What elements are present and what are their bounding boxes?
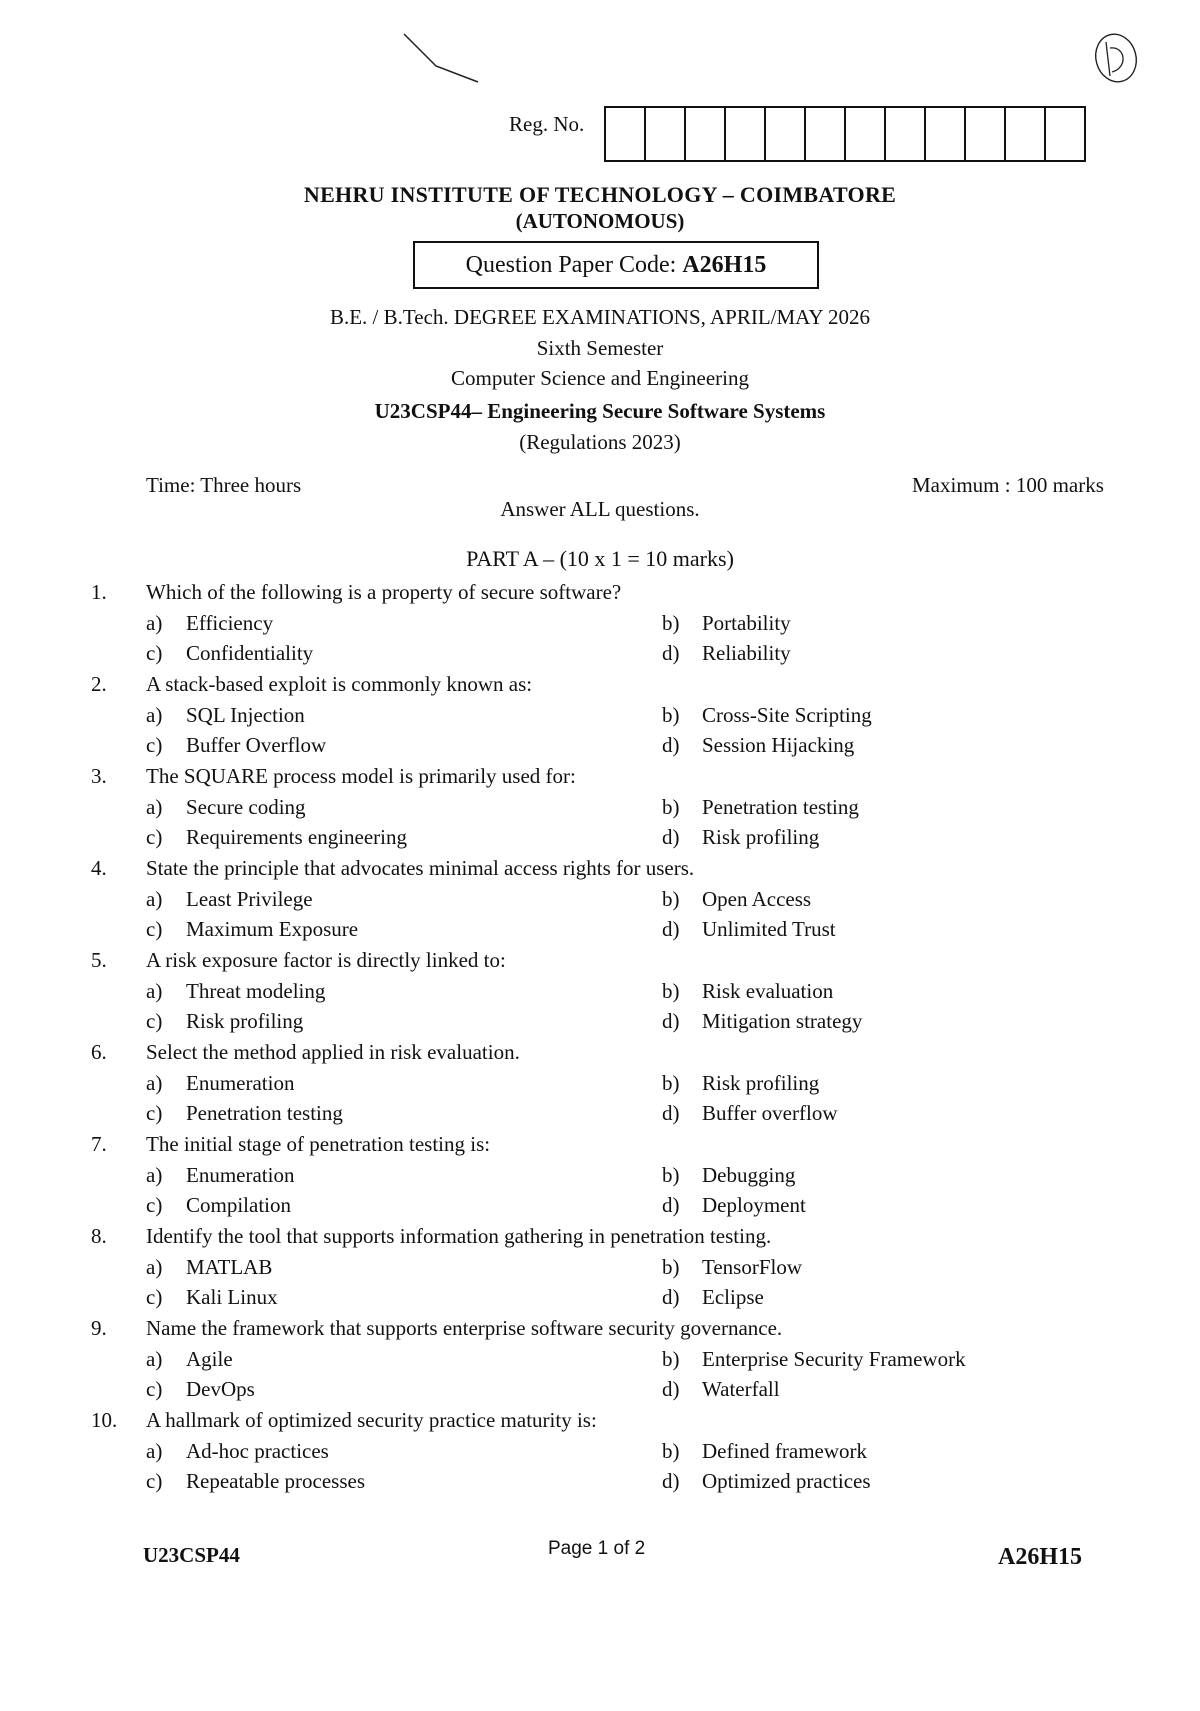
option-text: Optimized practices bbox=[702, 1469, 871, 1493]
option-letter: a) bbox=[146, 979, 163, 1003]
regulations: (Regulations 2023) bbox=[519, 430, 681, 454]
option-text: SQL Injection bbox=[186, 703, 305, 727]
option-letter: b) bbox=[662, 611, 680, 635]
option-text: Session Hijacking bbox=[702, 733, 855, 757]
answer-option bbox=[146, 703, 305, 728]
question-text: Which of the following is a property of secure software? bbox=[146, 580, 622, 604]
answer-option bbox=[146, 795, 306, 820]
question-number: 8. bbox=[91, 1224, 107, 1248]
reg-no-digit-box[interactable] bbox=[1004, 108, 1044, 160]
option-text: Debugging bbox=[702, 1163, 796, 1187]
answer-option bbox=[146, 917, 358, 942]
option-text: MATLAB bbox=[186, 1255, 273, 1279]
option-letter: b) bbox=[662, 1163, 680, 1187]
option-text: Risk profiling bbox=[702, 825, 820, 849]
answer-option bbox=[146, 1193, 291, 1218]
reg-no-digit-box[interactable] bbox=[644, 108, 684, 160]
institution-status: (AUTONOMOUS) bbox=[515, 209, 685, 233]
option-text: Maximum Exposure bbox=[186, 917, 359, 941]
footer-course-code: U23CSP44 bbox=[143, 1543, 240, 1567]
question-text: Select the method applied in risk evaluation. bbox=[146, 1040, 520, 1064]
answer-option bbox=[662, 1439, 867, 1464]
answer-option bbox=[146, 1009, 303, 1034]
option-letter: d) bbox=[662, 1285, 680, 1309]
reg-no-digit-box[interactable] bbox=[604, 108, 644, 160]
answer-option bbox=[662, 887, 811, 912]
option-letter: d) bbox=[662, 733, 680, 757]
answer-option bbox=[146, 641, 313, 666]
reg-no-digit-box[interactable] bbox=[804, 108, 844, 160]
answer-option bbox=[662, 1255, 802, 1280]
answer-option bbox=[662, 979, 833, 1004]
course-title: U23CSP44– Engineering Secure Software Systems bbox=[374, 399, 826, 423]
option-text: Agile bbox=[186, 1347, 233, 1371]
question-text: Name the framework that supports enterprise software security governance. bbox=[146, 1316, 783, 1340]
option-text: TensorFlow bbox=[702, 1255, 803, 1279]
option-letter: b) bbox=[662, 979, 680, 1003]
handwritten-mark bbox=[1086, 28, 1150, 92]
option-letter: a) bbox=[146, 611, 163, 635]
answer-option bbox=[662, 825, 819, 850]
answer-option bbox=[662, 611, 791, 636]
option-letter: d) bbox=[662, 1469, 680, 1493]
answer-option bbox=[662, 1285, 764, 1310]
option-letter: c) bbox=[146, 917, 163, 941]
answer-option bbox=[662, 703, 872, 728]
answer-option bbox=[662, 1101, 838, 1126]
answer-option bbox=[146, 979, 325, 1004]
question-number: 4. bbox=[91, 856, 107, 880]
question-item bbox=[0, 764, 1200, 856]
question-text: The initial stage of penetration testing is: bbox=[146, 1132, 491, 1156]
question-number: 7. bbox=[91, 1132, 107, 1156]
option-letter: d) bbox=[662, 641, 680, 665]
reg-no-digit-box[interactable] bbox=[724, 108, 764, 160]
option-letter: c) bbox=[146, 825, 163, 849]
question-number: 5. bbox=[91, 948, 107, 972]
option-letter: c) bbox=[146, 733, 163, 757]
answer-option bbox=[146, 733, 326, 758]
question-item bbox=[0, 856, 1200, 948]
option-letter: d) bbox=[662, 1193, 680, 1217]
option-letter: a) bbox=[146, 887, 163, 911]
option-letter: a) bbox=[146, 703, 163, 727]
option-text: Deployment bbox=[702, 1193, 806, 1217]
option-text: Penetration testing bbox=[186, 1101, 343, 1125]
question-item bbox=[0, 1316, 1200, 1408]
question-number: 10. bbox=[91, 1408, 118, 1432]
option-letter: d) bbox=[662, 825, 680, 849]
qp-code-value: A26H15 bbox=[682, 252, 767, 278]
option-letter: c) bbox=[146, 641, 163, 665]
answer-option bbox=[662, 641, 791, 666]
page-number: Page 1 of 2 bbox=[548, 1538, 646, 1559]
question-text: A risk exposure factor is directly linked to: bbox=[146, 948, 506, 972]
option-letter: a) bbox=[146, 1071, 163, 1095]
question-item bbox=[0, 1132, 1200, 1224]
reg-no-digit-box[interactable] bbox=[844, 108, 884, 160]
exam-duration: Time: Three hours bbox=[146, 473, 302, 497]
qp-code-label: Question Paper Code: bbox=[465, 252, 683, 278]
answer-option bbox=[146, 1285, 278, 1310]
option-text: Mitigation strategy bbox=[702, 1009, 863, 1033]
footer-paper-code: A26H15 bbox=[998, 1544, 1082, 1570]
option-text: Secure coding bbox=[186, 795, 306, 819]
option-text: Least Privilege bbox=[186, 887, 313, 911]
option-text: Buffer overflow bbox=[702, 1101, 838, 1125]
option-letter: b) bbox=[662, 1347, 680, 1371]
question-text: State the principle that advocates minimal access rights for users. bbox=[146, 856, 695, 880]
answer-option bbox=[662, 1469, 871, 1494]
answer-option bbox=[662, 1009, 862, 1034]
question-item bbox=[0, 580, 1200, 672]
question-item bbox=[0, 1224, 1200, 1316]
question-item bbox=[0, 1040, 1200, 1132]
option-text: Risk profiling bbox=[702, 1071, 820, 1095]
option-text: Open Access bbox=[702, 887, 812, 911]
option-text: Enterprise Security Framework bbox=[702, 1347, 966, 1371]
option-letter: b) bbox=[662, 887, 680, 911]
question-paper-code-box bbox=[413, 241, 819, 289]
semester: Sixth Semester bbox=[536, 336, 664, 360]
reg-no-digit-box[interactable] bbox=[684, 108, 724, 160]
option-text: Risk profiling bbox=[186, 1009, 304, 1033]
answer-option bbox=[146, 1255, 272, 1280]
question-text: A stack-based exploit is commonly known as: bbox=[146, 672, 533, 696]
option-text: Threat modeling bbox=[186, 979, 326, 1003]
answer-option bbox=[662, 733, 854, 758]
option-text: DevOps bbox=[186, 1377, 255, 1401]
reg-no-digit-box[interactable] bbox=[924, 108, 964, 160]
option-letter: d) bbox=[662, 1101, 680, 1125]
answer-option bbox=[146, 1163, 294, 1188]
option-text: Efficiency bbox=[186, 611, 274, 635]
option-letter: a) bbox=[146, 795, 163, 819]
answer-option bbox=[146, 887, 313, 912]
option-text: Repeatable processes bbox=[186, 1469, 366, 1493]
option-text: Risk evaluation bbox=[702, 979, 834, 1003]
max-marks: Maximum : 100 marks bbox=[912, 473, 1104, 497]
option-letter: d) bbox=[662, 1377, 680, 1401]
option-letter: a) bbox=[146, 1347, 163, 1371]
question-item bbox=[0, 672, 1200, 764]
option-text: Compilation bbox=[186, 1193, 291, 1217]
option-letter: c) bbox=[146, 1101, 163, 1125]
option-letter: c) bbox=[146, 1009, 163, 1033]
exam-title: B.E. / B.Tech. DEGREE EXAMINATIONS, APRIL/MAY 2026 bbox=[329, 305, 871, 329]
option-letter: b) bbox=[662, 1255, 680, 1279]
instruction: Answer ALL questions. bbox=[500, 497, 700, 521]
answer-option bbox=[146, 1101, 343, 1126]
option-text: Eclipse bbox=[702, 1285, 764, 1309]
question-number: 2. bbox=[91, 672, 107, 696]
option-text: Portability bbox=[702, 611, 791, 635]
option-text: Defined framework bbox=[702, 1439, 868, 1463]
option-text: Reliability bbox=[702, 641, 791, 665]
option-letter: d) bbox=[662, 1009, 680, 1033]
question-text: The SQUARE process model is primarily used for: bbox=[146, 764, 576, 788]
department: Computer Science and Engineering bbox=[451, 366, 749, 390]
question-number: 9. bbox=[91, 1316, 107, 1340]
option-letter: b) bbox=[662, 1071, 680, 1095]
option-letter: a) bbox=[146, 1255, 163, 1279]
option-text: Cross-Site Scripting bbox=[702, 703, 872, 727]
answer-option bbox=[662, 795, 859, 820]
option-letter: d) bbox=[662, 917, 680, 941]
option-letter: c) bbox=[146, 1193, 163, 1217]
question-number: 6. bbox=[91, 1040, 107, 1064]
answer-option bbox=[146, 1439, 329, 1464]
answer-option bbox=[662, 917, 836, 942]
option-text: Confidentiality bbox=[186, 641, 314, 665]
reg-no-digit-box[interactable] bbox=[1044, 108, 1084, 160]
question-number: 1. bbox=[91, 580, 107, 604]
answer-option bbox=[662, 1377, 780, 1402]
question-item bbox=[0, 948, 1200, 1040]
option-text: Enumeration bbox=[186, 1163, 295, 1187]
answer-option bbox=[146, 1347, 233, 1372]
option-letter: c) bbox=[146, 1285, 163, 1309]
option-text: Buffer Overflow bbox=[186, 733, 327, 757]
scan-mark bbox=[400, 30, 490, 86]
answer-option bbox=[146, 1377, 255, 1402]
part-a-heading: PART A – (10 x 1 = 10 marks) bbox=[466, 546, 734, 571]
option-letter: b) bbox=[662, 703, 680, 727]
answer-option bbox=[662, 1071, 819, 1096]
option-letter: b) bbox=[662, 1439, 680, 1463]
option-letter: a) bbox=[146, 1163, 163, 1187]
reg-no-label: Reg. No. bbox=[509, 112, 585, 136]
answer-option bbox=[662, 1193, 806, 1218]
option-text: Unlimited Trust bbox=[702, 917, 836, 941]
option-text: Requirements engineering bbox=[186, 825, 408, 849]
option-text: Ad-hoc practices bbox=[186, 1439, 329, 1463]
answer-option bbox=[662, 1163, 795, 1188]
answer-option bbox=[146, 1469, 365, 1494]
option-text: Enumeration bbox=[186, 1071, 295, 1095]
reg-no-digit-box[interactable] bbox=[764, 108, 804, 160]
question-list bbox=[0, 580, 1200, 1500]
question-number: 3. bbox=[91, 764, 107, 788]
option-letter: c) bbox=[146, 1377, 163, 1401]
question-item bbox=[0, 1408, 1200, 1500]
reg-no-digit-box[interactable] bbox=[964, 108, 1004, 160]
answer-option bbox=[146, 825, 407, 850]
option-text: Kali Linux bbox=[186, 1285, 278, 1309]
option-letter: c) bbox=[146, 1469, 163, 1493]
option-text: Waterfall bbox=[702, 1377, 780, 1401]
answer-option bbox=[662, 1347, 966, 1372]
institution-name: NEHRU INSTITUTE OF TECHNOLOGY – COIMBATORE bbox=[303, 182, 897, 207]
option-letter: a) bbox=[146, 1439, 163, 1463]
option-letter: b) bbox=[662, 795, 680, 819]
reg-no-boxes[interactable] bbox=[604, 106, 1086, 162]
answer-option bbox=[146, 611, 273, 636]
question-text: Identify the tool that supports information gathering in penetration testing. bbox=[146, 1224, 772, 1248]
answer-option bbox=[146, 1071, 294, 1096]
question-text: A hallmark of optimized security practice maturity is: bbox=[146, 1408, 597, 1432]
option-text: Penetration testing bbox=[702, 795, 859, 819]
reg-no-digit-box[interactable] bbox=[884, 108, 924, 160]
